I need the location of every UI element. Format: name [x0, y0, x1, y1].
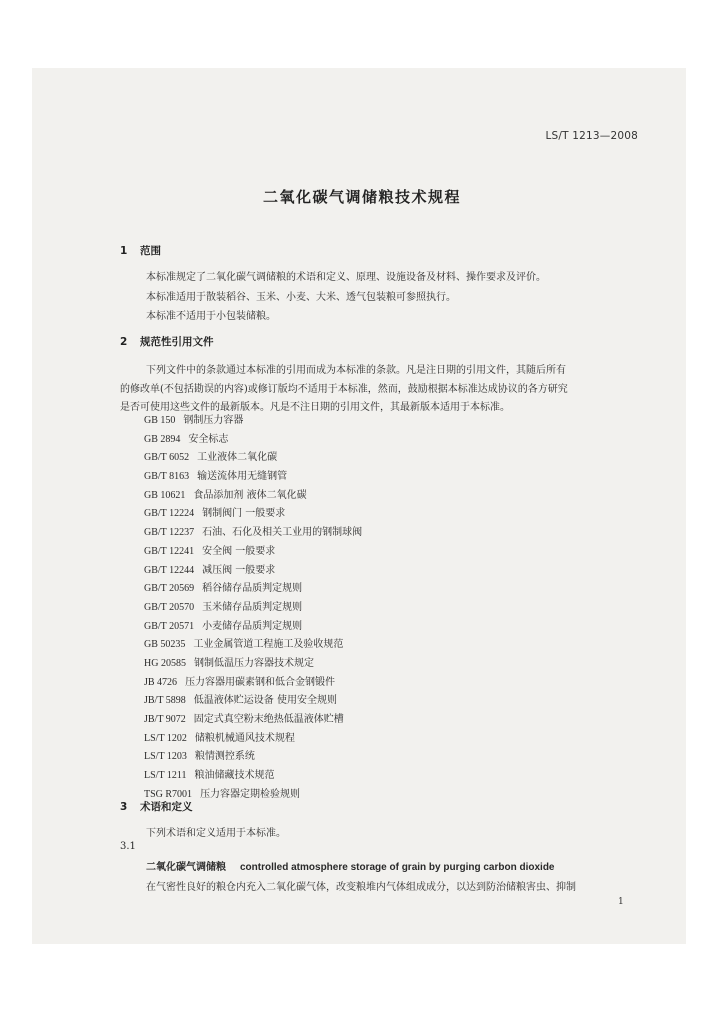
reference-code: LS/T 1203 [144, 751, 187, 763]
reference-item [144, 431, 362, 450]
reference-title: 工业液体二氧化碳 [197, 452, 278, 464]
references-intro-line-2: 的修改单(不包括勘误的内容)或修订版均不适用于本标准，然而，鼓励根据本标准达成协议的各方研究 [120, 384, 568, 395]
reference-title: 压力容器定期检验规则 [200, 788, 301, 800]
reference-code: JB 4726 [144, 676, 178, 688]
reference-item [144, 487, 362, 506]
reference-item [144, 543, 362, 562]
reference-code: GB/T 20571 [144, 620, 195, 632]
reference-item [144, 636, 362, 655]
reference-code: GB 150 [144, 415, 176, 426]
reference-title: 稻谷储存品质判定规则 [202, 583, 303, 595]
reference-code: GB/T 20569 [144, 583, 195, 595]
reference-title: 食品添加剂 液体二氧化碳 [193, 489, 307, 501]
reference-code: GB/T 6052 [144, 452, 190, 464]
reference-title: 小麦储存品质判定规则 [202, 620, 303, 632]
section-3-heading [120, 799, 193, 814]
reference-title: 固定式真空粉末绝热低温液体贮槽 [193, 714, 344, 725]
reference-item [144, 692, 362, 711]
reference-item [144, 767, 362, 786]
reference-code: GB/T 20570 [144, 601, 195, 613]
scan-margin-top [0, 0, 724, 68]
scope-paragraph-2: 本标准适用于散装稻谷、玉米、小麦、大米、透气包装粮可参照执行。 [146, 292, 456, 303]
scope-paragraph-1: 本标准规定了二氧化碳气调储粮的术语和定义、原理、设施设备及材料、操作要求及评价。 [146, 272, 546, 283]
reference-code: JB/T 9072 [144, 714, 186, 725]
scan-margin-left [0, 0, 32, 1024]
term-definition: 在气密性良好的粮仓内充入二氧化碳气体，改变粮堆内气体组成成分，以达到防治储粮害虫、抑制 [146, 882, 576, 893]
section-number: 2 [120, 336, 128, 348]
reference-title: 低温液体贮运设备 使用安全规则 [193, 695, 337, 707]
reference-item [144, 674, 362, 693]
term-entry [146, 858, 554, 873]
reference-code: JB/T 5898 [144, 695, 186, 707]
page-number: 1 [618, 897, 624, 907]
section-2-heading [120, 334, 214, 349]
reference-item [144, 730, 362, 749]
reference-code: GB 2894 [144, 433, 181, 445]
reference-item [144, 524, 362, 543]
section-number: 1 [120, 245, 128, 257]
references-intro-line-1: 下列文件中的条款通过本标准的引用而成为本标准的条款。凡是注日期的引用文件，其随后所有 [146, 365, 566, 376]
section-number: 3 [120, 801, 128, 813]
term-english: controlled atmosphere storage of grain by purging carbon dioxide [240, 862, 555, 873]
reference-code: LS/T 1211 [144, 770, 187, 782]
reference-code: GB/T 8163 [144, 471, 190, 483]
reference-title: 输送流体用无缝钢管 [197, 471, 288, 483]
standard-code: LS/T 1213—2008 [545, 130, 638, 142]
references-intro-line-3: 是否可使用这些文件的最新版本。凡是不注日期的引用文件，其最新版本适用于本标准。 [120, 402, 510, 413]
reference-title: 钢制阀门 一般要求 [202, 508, 286, 520]
reference-code: GB/T 12237 [144, 527, 195, 539]
reference-code: HG 20585 [144, 657, 186, 669]
reference-title: 安全标志 [188, 433, 229, 445]
reference-code: TSG R7001 [144, 788, 193, 800]
scan-margin-right [686, 0, 724, 1024]
reference-title: 粮油储藏技术规范 [194, 770, 275, 782]
reference-item [144, 599, 362, 618]
reference-item [144, 505, 362, 524]
reference-title: 安全阀 一般要求 [202, 545, 276, 557]
reference-item [144, 711, 362, 730]
reference-code: LS/T 1202 [144, 732, 187, 744]
reference-title: 钢制压力容器 [183, 415, 244, 426]
reference-title: 减压阀 一般要求 [202, 564, 276, 576]
reference-title: 粮情测控系统 [194, 751, 255, 763]
reference-title: 钢制低温压力容器技术规定 [193, 657, 314, 669]
reference-item [144, 449, 362, 468]
reference-item [144, 655, 362, 674]
reference-code: GB 50235 [144, 639, 186, 651]
reference-item [144, 412, 362, 431]
reference-title: 压力容器用碳素钢和低合金钢锻件 [185, 676, 336, 688]
reference-title: 储粮机械通风技术规程 [194, 732, 295, 744]
reference-code: GB 10621 [144, 489, 186, 501]
scan-margin-bottom [0, 944, 724, 1024]
reference-code: GB/T 12244 [144, 564, 195, 576]
section-title: 术语和定义 [140, 801, 193, 813]
reference-item [144, 468, 362, 487]
normative-references-list [144, 412, 362, 804]
section-title: 规范性引用文件 [140, 336, 214, 348]
reference-code: GB/T 12241 [144, 545, 195, 557]
subclause-number: 3.1 [120, 841, 136, 852]
reference-item [144, 580, 362, 599]
document-title: 二氧化碳气调储粮技术规程 [262, 188, 461, 206]
reference-item [144, 748, 362, 767]
scope-paragraph-3: 本标准不适用于小包装储粮。 [146, 311, 276, 322]
terms-intro: 下列术语和定义适用于本标准。 [146, 828, 286, 839]
reference-code: GB/T 12224 [144, 508, 195, 520]
reference-title: 工业金属管道工程施工及验收规范 [193, 639, 344, 651]
reference-title: 石油、石化及相关工业用的钢制球阀 [202, 527, 363, 539]
term-chinese: 二氧化碳气调储粮 [146, 862, 226, 873]
reference-item [144, 562, 362, 581]
section-1-heading [120, 243, 161, 258]
reference-item [144, 618, 362, 637]
reference-title: 玉米储存品质判定规则 [202, 601, 303, 613]
section-title: 范围 [140, 245, 161, 257]
